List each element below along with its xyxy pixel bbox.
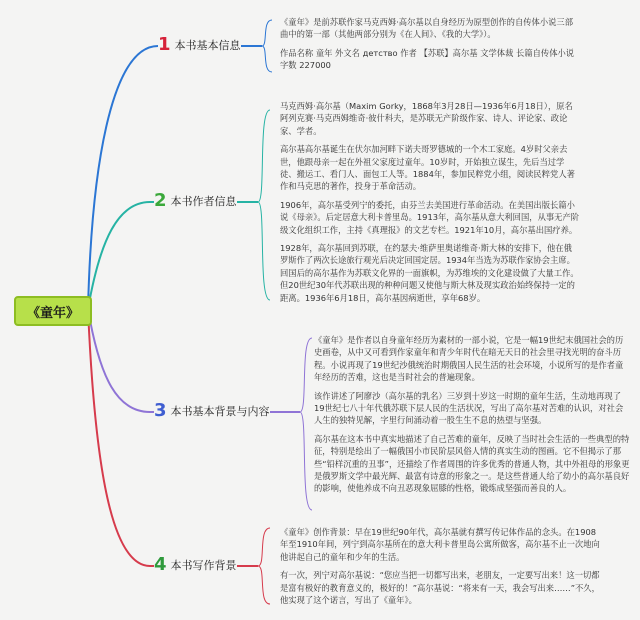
connector-branch-2 — [88, 202, 258, 309]
note-paragraph: 1928年，高尔基回到苏联，在约瑟夫·维萨里奥诺维奇·斯大林的安排下，他在俄罗斯作了两次长途旅行观光后决定回国定居。1934年当选为苏联作家协会主席。回国后的高尔基作为苏联文化界的一面旗帜，为苏维埃的文化建设做了大量工作。但20世纪30年代苏联出现的种种问题又使他与斯大林及现实政治始终保持一定的距离。1936年6月18日，高尔基因病逝世，享年68岁。 — [280, 243, 579, 303]
root-node[interactable] — [14, 296, 92, 326]
branch-label: 本书写作背景 — [170, 559, 237, 572]
branch-label: 本书基本背景与内容 — [170, 405, 270, 418]
note-paragraph: 高尔基高尔基诞生在伏尔加河畔下诺夫哥罗德城的一个木工家庭。4岁时父亲去世，他跟母亲一起在外祖父家度过童年。10岁时，开始独立谋生，先后当过学徒、搬运工、看门人、面包工人等。1884年，参加民粹党小组，阅读民粹党人著作和马克思的著作，投身于革命活动。 — [280, 144, 575, 192]
branch-number: 4 — [154, 554, 167, 575]
connector-branch-3 — [88, 309, 300, 412]
note-author-info — [280, 100, 580, 310]
root-title: 《童年》 — [26, 305, 79, 321]
note-paragraph: 《童年》创作背景：早在19世纪90年代，高尔基就有撰写传记体作品的念头。在1908年至1910年间，列宁到高尔基所在的意大利卡普里岛公寓所做客，高尔基不止一次地向他讲起自己的童年和少年的生活。 — [280, 527, 600, 562]
bracket-branch-2 — [258, 110, 270, 300]
note-paragraph: 马克西姆·高尔基（Maxim Gorky，1868年3月28日—1936年6月18日），原名阿列克赛·马克西姆维奇·彼什科夫，是苏联无产阶级作家、诗人、评论家、政论家、学者。 — [280, 101, 573, 136]
branch-writing-background[interactable] — [154, 554, 237, 576]
note-paragraph: 作品名称 童年 外文名 детство 作者 【苏联】高尔基 文学体裁 长篇自传体小说 字数 227000 — [280, 47, 575, 71]
note-paragraph: 该作讲述了阿廖沙（高尔基的乳名）三岁到十岁这一时期的童年生活，生动地再现了19世纪七八十年代俄苏联下层人民的生活状况，写出了高尔基对苦难的认识，对社会人生的独特见解，字里行间涌动着一股生生不息的热望与坚强。 — [314, 390, 624, 426]
note-paragraph: 《童年》是作者以自身童年经历为素材的一部小说，它是一幅19世纪末俄国社会的历史画卷，从中又可看到作家童年和青少年时代在暗无天日的社会里寻找光明的奋斗历程。小说再现了19世纪沙俄统治时期俄国人民生活的社会环境，小说所写的是作者童年经历的苦难，这也是当时社会的普遍现象。 — [314, 335, 624, 383]
branch-number: 1 — [158, 34, 171, 55]
note-paragraph: 1906年，高尔基受列宁的委托，由芬兰去美国进行革命活动。在美国出版长篇小说《母亲》。后定居意大利卡普里岛。1913年，高尔基从意大利回国，从事无产阶级文化组织工作，主持《真理报》的文艺专栏。1921年10月，高尔基出国疗养。 — [280, 199, 580, 235]
bracket-branch-4 — [258, 528, 270, 604]
bracket-branch-3 — [300, 338, 312, 510]
branch-label: 本书基本信息 — [174, 39, 241, 52]
branch-number: 2 — [154, 190, 167, 211]
note-book-info — [280, 16, 580, 78]
note-paragraph: 《童年》是前苏联作家马克西姆·高尔基以自身经历为原型创作的自传体小说三部曲中的第一部（其他两部分别为《在人间》、《我的大学》）。 — [280, 17, 574, 40]
branch-book-info[interactable] — [158, 34, 241, 56]
connector-branch-1 — [88, 46, 262, 309]
bracket-branch-1 — [262, 20, 272, 72]
connector-branch-4 — [88, 309, 258, 566]
note-background-content — [314, 334, 630, 501]
note-paragraph: 有一次，列宁对高尔基说：“您应当把一切都写出来，老朋友，一定要写出来！这一切都是富有极好的教育意义的，极好的！”高尔基说：“将来有一天，我会写出来……”不久，他实现了这个诺言，写出了《童年》。 — [280, 570, 600, 606]
note-writing-background — [280, 526, 600, 612]
branch-author-info[interactable] — [154, 190, 237, 212]
branch-background-content[interactable] — [154, 400, 270, 422]
note-paragraph: 高尔基在这本书中真实地描述了自己苦难的童年，反映了当时社会生活的一些典型的特征，特别是绘出了一幅俄国小市民阶层风俗人情的真实生动的图画。它不但揭示了那些“铅样沉重的丑事”，还描绘了作者周围的许多优秀的普通人物，其中外祖母的形象更是俄罗斯文学中最光辉、最富有诗意的形象之一。是这些普通人给了幼小的高尔基良好的影响，使他养成不向丑恶现象屈膝的性格，锻炼成坚强而善良的人。 — [314, 433, 630, 494]
branch-number: 3 — [154, 400, 167, 421]
branch-label: 本书作者信息 — [170, 195, 237, 208]
